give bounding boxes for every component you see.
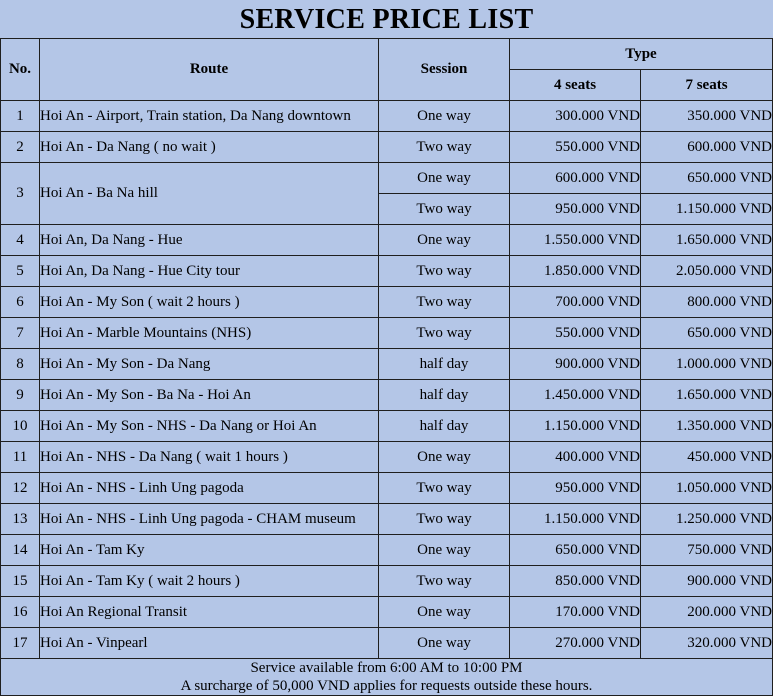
price-4-seats-cell: 270.000 VND <box>510 628 641 659</box>
row-number: 9 <box>1 380 40 411</box>
route-cell: Hoi An - Da Nang ( no wait ) <box>40 132 379 163</box>
price-table <box>0 38 773 696</box>
route-cell: Hoi An - Tam Ky <box>40 535 379 566</box>
price-4-seats-cell: 1.150.000 VND <box>510 504 641 535</box>
price-7-seats-cell: 1.350.000 VND <box>641 411 773 442</box>
session-cell: Two way <box>379 473 510 504</box>
table-row <box>1 132 773 163</box>
session-cell: One way <box>379 163 510 194</box>
price-7-seats-cell: 200.000 VND <box>641 597 773 628</box>
price-7-seats-cell: 320.000 VND <box>641 628 773 659</box>
route-cell: Hoi An - NHS - Linh Ung pagoda - CHAM museum <box>40 504 379 535</box>
row-number: 16 <box>1 597 40 628</box>
price-4-seats-cell: 550.000 VND <box>510 318 641 349</box>
row-number: 3 <box>1 163 40 225</box>
row-number: 17 <box>1 628 40 659</box>
route-cell: Hoi An - My Son - NHS - Da Nang or Hoi An <box>40 411 379 442</box>
route-cell: Hoi An Regional Transit <box>40 597 379 628</box>
price-7-seats-cell: 1.250.000 VND <box>641 504 773 535</box>
table-row <box>1 349 773 380</box>
price-4-seats-cell: 1.850.000 VND <box>510 256 641 287</box>
route-cell: Hoi An - NHS - Linh Ung pagoda <box>40 473 379 504</box>
table-row <box>1 473 773 504</box>
price-7-seats-cell: 1.000.000 VND <box>641 349 773 380</box>
price-4-seats-cell: 1.550.000 VND <box>510 225 641 256</box>
session-cell: One way <box>379 442 510 473</box>
session-cell: half day <box>379 411 510 442</box>
price-4-seats-cell: 170.000 VND <box>510 597 641 628</box>
session-cell: half day <box>379 380 510 411</box>
price-4-seats-cell: 950.000 VND <box>510 194 641 225</box>
price-7-seats-cell: 2.050.000 VND <box>641 256 773 287</box>
price-4-seats-cell: 900.000 VND <box>510 349 641 380</box>
route-cell: Hoi An - Airport, Train station, Da Nang downtown <box>40 101 379 132</box>
route-cell: Hoi An - My Son - Da Nang <box>40 349 379 380</box>
footer-surcharge-text: A surcharge of 50,000 VND applies for requests outside these hours. <box>180 678 593 694</box>
table-row <box>1 287 773 318</box>
row-number: 7 <box>1 318 40 349</box>
route-cell: Hoi An - Vinpearl <box>40 628 379 659</box>
row-number: 11 <box>1 442 40 473</box>
table-row <box>1 256 773 287</box>
session-cell: One way <box>379 101 510 132</box>
table-row <box>1 504 773 535</box>
table-row <box>1 442 773 473</box>
header-row <box>1 39 773 70</box>
route-cell: Hoi An, Da Nang - Hue City tour <box>40 256 379 287</box>
row-number: 6 <box>1 287 40 318</box>
price-4-seats-cell: 1.450.000 VND <box>510 380 641 411</box>
route-cell: Hoi An, Da Nang - Hue <box>40 225 379 256</box>
price-7-seats-cell: 450.000 VND <box>641 442 773 473</box>
price-table-body <box>1 39 773 696</box>
session-cell: Two way <box>379 566 510 597</box>
price-7-seats-cell: 600.000 VND <box>641 132 773 163</box>
table-row <box>1 380 773 411</box>
table-row <box>1 318 773 349</box>
price-7-seats-cell: 1.650.000 VND <box>641 225 773 256</box>
price-4-seats-cell: 600.000 VND <box>510 163 641 194</box>
session-cell: One way <box>379 225 510 256</box>
route-cell: Hoi An - Marble Mountains (NHS) <box>40 318 379 349</box>
footer-row <box>1 659 773 696</box>
route-cell: Hoi An - Tam Ky ( wait 2 hours ) <box>40 566 379 597</box>
table-row <box>1 628 773 659</box>
table-row <box>1 101 773 132</box>
row-number: 13 <box>1 504 40 535</box>
session-cell: Two way <box>379 256 510 287</box>
route-cell: Hoi An - My Son - Ba Na - Hoi An <box>40 380 379 411</box>
price-7-seats-cell: 750.000 VND <box>641 535 773 566</box>
session-cell: Two way <box>379 132 510 163</box>
route-cell: Hoi An - Ba Na hill <box>40 163 379 225</box>
row-number: 10 <box>1 411 40 442</box>
price-7-seats-cell: 1.050.000 VND <box>641 473 773 504</box>
row-number: 5 <box>1 256 40 287</box>
header-route: Route <box>40 39 379 101</box>
price-4-seats-cell: 650.000 VND <box>510 535 641 566</box>
table-row <box>1 411 773 442</box>
row-number: 8 <box>1 349 40 380</box>
session-cell: Two way <box>379 318 510 349</box>
route-cell: Hoi An - NHS - Da Nang ( wait 1 hours ) <box>40 442 379 473</box>
session-cell: half day <box>379 349 510 380</box>
row-number: 4 <box>1 225 40 256</box>
route-cell: Hoi An - My Son ( wait 2 hours ) <box>40 287 379 318</box>
price-7-seats-cell: 350.000 VND <box>641 101 773 132</box>
footer-note <box>1 659 773 696</box>
price-4-seats-cell: 300.000 VND <box>510 101 641 132</box>
header-session: Session <box>379 39 510 101</box>
price-4-seats-cell: 700.000 VND <box>510 287 641 318</box>
price-7-seats-cell: 1.650.000 VND <box>641 380 773 411</box>
row-number: 14 <box>1 535 40 566</box>
header-7-seats: 7 seats <box>641 70 773 101</box>
price-4-seats-cell: 950.000 VND <box>510 473 641 504</box>
header-type: Type <box>510 39 773 70</box>
footer-hours-text: Service available from 6:00 AM to 10:00 PM <box>250 660 523 676</box>
session-cell: Two way <box>379 504 510 535</box>
row-number: 12 <box>1 473 40 504</box>
header-no: No. <box>1 39 40 101</box>
table-row <box>1 597 773 628</box>
table-row <box>1 163 773 194</box>
price-4-seats-cell: 550.000 VND <box>510 132 641 163</box>
price-7-seats-cell: 900.000 VND <box>641 566 773 597</box>
header-4-seats: 4 seats <box>510 70 641 101</box>
session-cell: Two way <box>379 287 510 318</box>
row-number: 2 <box>1 132 40 163</box>
table-row <box>1 566 773 597</box>
price-7-seats-cell: 1.150.000 VND <box>641 194 773 225</box>
session-cell: One way <box>379 628 510 659</box>
price-4-seats-cell: 400.000 VND <box>510 442 641 473</box>
price-4-seats-cell: 850.000 VND <box>510 566 641 597</box>
row-number: 15 <box>1 566 40 597</box>
session-cell: Two way <box>379 194 510 225</box>
price-7-seats-cell: 800.000 VND <box>641 287 773 318</box>
table-row <box>1 225 773 256</box>
row-number: 1 <box>1 101 40 132</box>
table-row <box>1 535 773 566</box>
price-7-seats-cell: 650.000 VND <box>641 318 773 349</box>
session-cell: One way <box>379 535 510 566</box>
page-title: SERVICE PRICE LIST <box>239 4 534 35</box>
session-cell: One way <box>379 597 510 628</box>
price-7-seats-cell: 650.000 VND <box>641 163 773 194</box>
price-4-seats-cell: 1.150.000 VND <box>510 411 641 442</box>
